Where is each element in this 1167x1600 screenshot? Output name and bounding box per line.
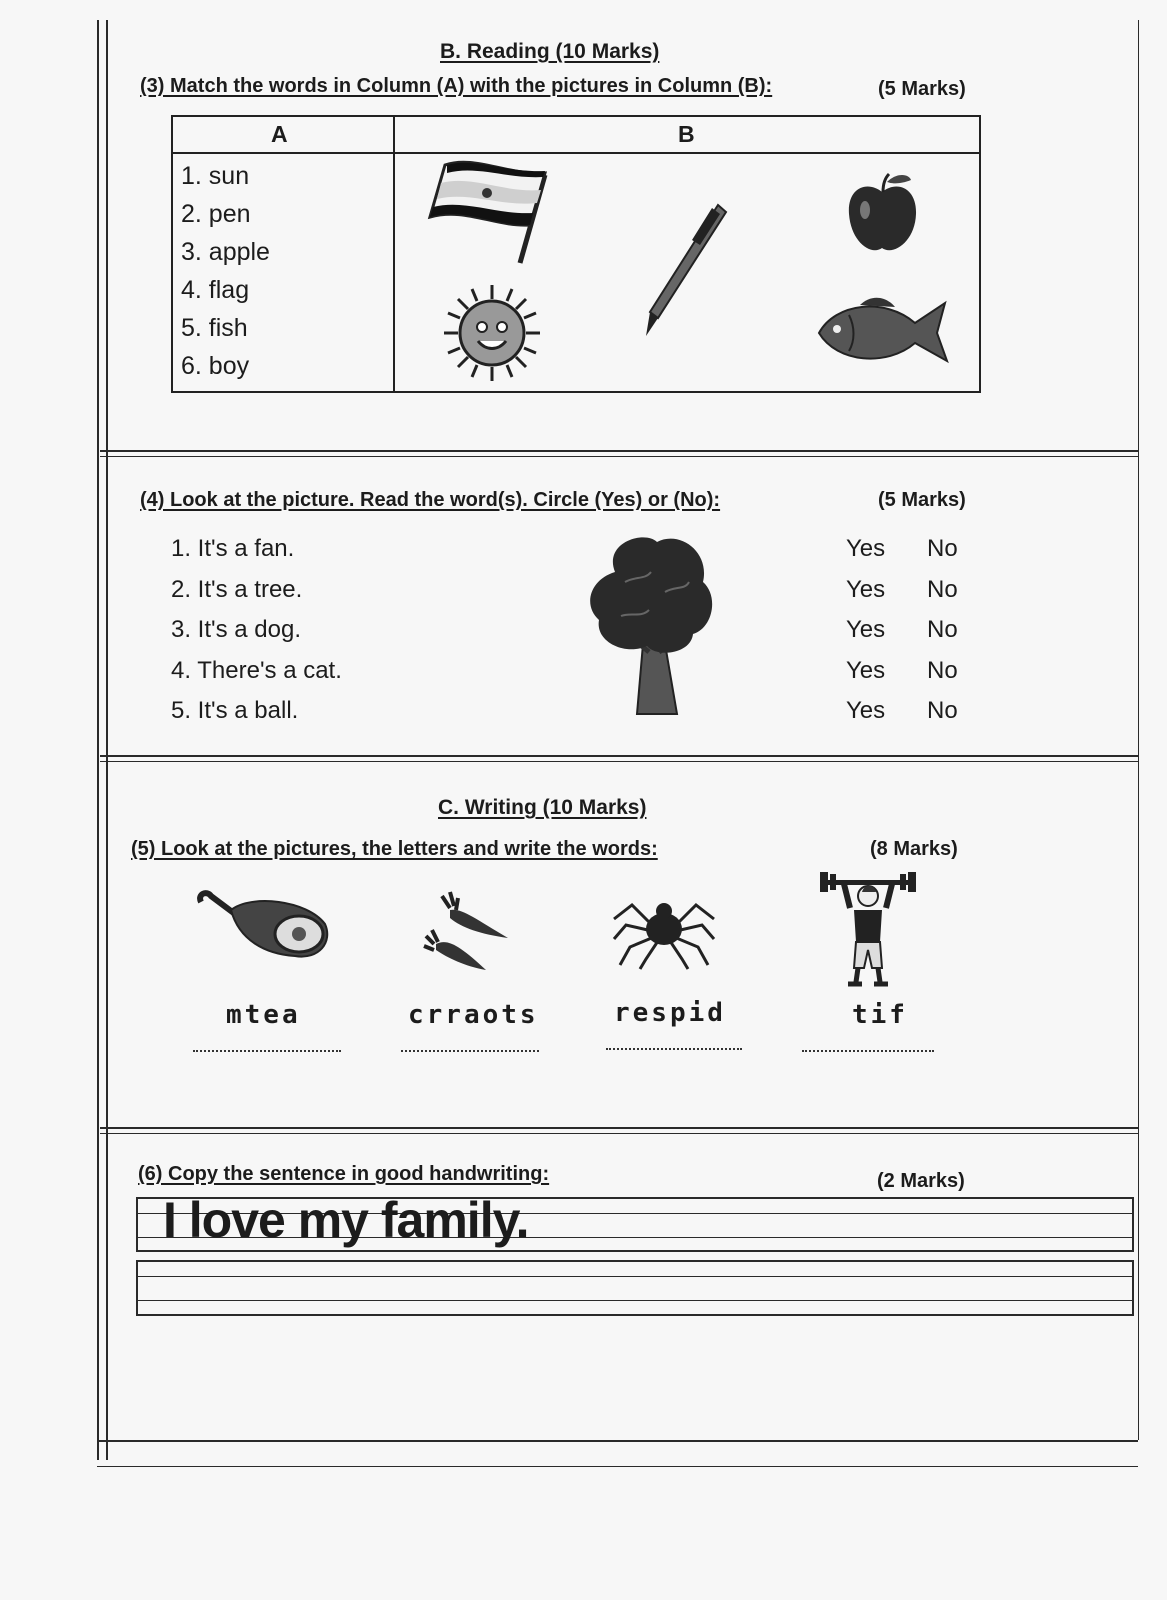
carrots-picture <box>420 888 515 978</box>
q6-instruction: (6) Copy the sentence in good handwriting: <box>138 1163 550 1185</box>
list-item: 3. It's a dog. <box>171 616 301 643</box>
list-item: 5. fish <box>181 314 248 342</box>
pen-picture <box>640 200 730 340</box>
spider-picture <box>612 895 717 970</box>
meat-picture <box>195 890 335 965</box>
apple-picture <box>845 172 920 257</box>
section-divider <box>100 761 1138 762</box>
column-a-word-list <box>181 157 270 385</box>
right-edge-line <box>1138 20 1139 1440</box>
answer-line-4[interactable] <box>802 1050 934 1052</box>
list-item: 4. flag <box>181 276 250 304</box>
guide-line <box>138 1276 1132 1277</box>
section-divider <box>100 755 1138 757</box>
list-item: 1. It's a fan. <box>171 535 295 562</box>
list-item: 3. apple <box>181 238 270 266</box>
no-option-list <box>927 529 958 732</box>
q4-instruction: (4) Look at the picture. Read the word(s). Circle (Yes) or (No): <box>140 489 721 511</box>
list-item: 1. sun <box>181 162 250 190</box>
writing-section-title: C. Writing (10 Marks) <box>438 796 647 819</box>
weightlifter-picture <box>818 870 918 990</box>
reading-section-title: B. Reading (10 Marks) <box>440 40 660 63</box>
q4-statement-list <box>171 529 342 732</box>
yes-option[interactable]: Yes <box>846 535 886 562</box>
scrambled-word-2: crraots <box>408 1000 539 1030</box>
no-option[interactable]: No <box>927 575 958 603</box>
yes-option[interactable]: Yes <box>846 575 886 603</box>
answer-line-3[interactable] <box>606 1048 742 1050</box>
scrambled-word-4: tif <box>852 1000 908 1030</box>
fish-picture <box>815 293 950 368</box>
yes-option[interactable]: Yes <box>846 616 886 643</box>
tree-picture <box>585 532 720 717</box>
no-option[interactable]: No <box>927 697 958 724</box>
answer-line-1[interactable] <box>193 1050 341 1052</box>
table-header-row <box>173 117 979 154</box>
q6-marks: (2 Marks) <box>877 1170 965 1192</box>
no-option[interactable]: No <box>927 656 958 684</box>
scrambled-word-1: mtea <box>226 1000 301 1030</box>
list-item: 4. There's a cat. <box>171 656 342 684</box>
section-divider <box>100 1133 1138 1134</box>
no-option[interactable]: No <box>927 616 958 643</box>
q4-marks: (5 Marks) <box>878 489 966 511</box>
yes-option[interactable]: Yes <box>846 697 886 724</box>
section-divider <box>100 456 1138 457</box>
list-item: 5. It's a ball. <box>171 697 299 724</box>
bottom-border-line <box>97 1466 1138 1467</box>
q5-marks: (8 Marks) <box>870 838 958 860</box>
section-divider <box>100 1127 1138 1129</box>
column-b-header: B <box>678 121 695 147</box>
left-margin-line-inner <box>106 20 108 1460</box>
q3-instruction: (3) Match the words in Column (A) with the pictures in Column (B): <box>140 75 773 97</box>
scrambled-word-3: respid <box>614 998 726 1028</box>
list-item: 2. It's a tree. <box>171 575 303 603</box>
sun-picture <box>442 283 542 383</box>
column-a-header: A <box>271 121 288 147</box>
no-option[interactable]: No <box>927 535 958 562</box>
answer-line-2[interactable] <box>401 1050 539 1052</box>
guide-line <box>138 1300 1132 1301</box>
handwriting-copy-box[interactable] <box>136 1260 1134 1316</box>
section-divider <box>100 450 1138 452</box>
model-sentence: I love my family. <box>163 1192 529 1248</box>
flag-picture <box>425 155 565 265</box>
yes-option[interactable]: Yes <box>846 656 886 684</box>
q3-marks: (5 Marks) <box>878 78 966 100</box>
bottom-border-line <box>97 1440 1138 1442</box>
list-item: 6. boy <box>181 352 250 380</box>
yes-option-list <box>846 529 885 732</box>
q5-instruction: (5) Look at the pictures, the letters and write the words: <box>131 838 658 860</box>
left-margin-line-outer <box>97 20 99 1460</box>
list-item: 2. pen <box>181 200 251 228</box>
